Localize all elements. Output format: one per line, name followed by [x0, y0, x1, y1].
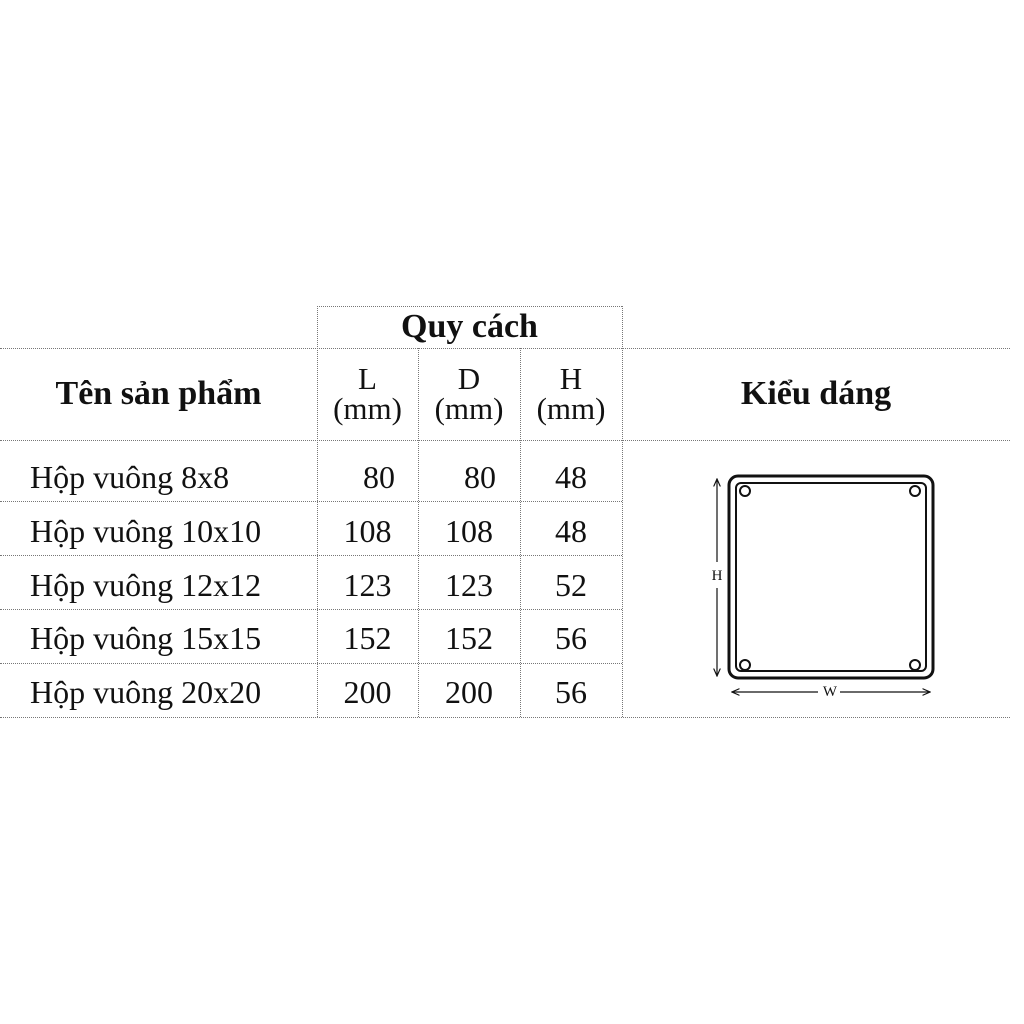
- table-cell-d: 200: [445, 673, 493, 710]
- table-cell-l: 80: [363, 458, 395, 495]
- table-cell-l: 123: [343, 566, 392, 603]
- table-row-name: Hộp vuông 8x8: [30, 458, 230, 495]
- table-cell-h: 56: [555, 673, 587, 710]
- column-header-l: [317, 348, 418, 440]
- column-header-letter: D: [457, 361, 481, 396]
- column-header-unit: (mm): [434, 391, 504, 426]
- column-header-letter: H: [559, 361, 583, 396]
- table-cell-l: 200: [343, 673, 392, 710]
- table-cell-l: 108: [343, 512, 392, 549]
- diagram-height-label: H: [711, 567, 723, 584]
- column-header-unit: (mm): [536, 391, 606, 426]
- diagram-width-label: W: [822, 683, 838, 700]
- table-cell-d: 80: [464, 458, 496, 495]
- table-cell-l: 152: [343, 619, 392, 656]
- table-cell-d: 108: [445, 512, 493, 549]
- table-row-name: Hộp vuông 10x10: [30, 512, 262, 549]
- column-header-d: [418, 348, 520, 440]
- table-cell-h: 48: [555, 458, 587, 495]
- table-row-name: Hộp vuông 20x20: [30, 673, 262, 710]
- table-cell-h: 52: [555, 566, 587, 603]
- column-header-letter: L: [358, 361, 377, 396]
- group-header: Quy cách: [401, 308, 538, 345]
- grid-line: [0, 440, 1010, 441]
- column-header-unit: (mm): [333, 391, 402, 426]
- column-header-h: [520, 348, 622, 440]
- table-row-name: Hộp vuông 12x12: [30, 566, 262, 603]
- table-cell-h: 56: [555, 619, 587, 656]
- column-header-product: Tên sản phẩm: [55, 375, 262, 412]
- square-box-outline-icon: [690, 460, 950, 710]
- table-row-name: Hộp vuông 15x15: [30, 619, 262, 656]
- table-cell-h: 48: [555, 512, 587, 549]
- table-cell-d: 123: [445, 566, 493, 603]
- column-header-style: Kiểu dáng: [740, 375, 892, 412]
- table-cell-d: 152: [445, 619, 493, 656]
